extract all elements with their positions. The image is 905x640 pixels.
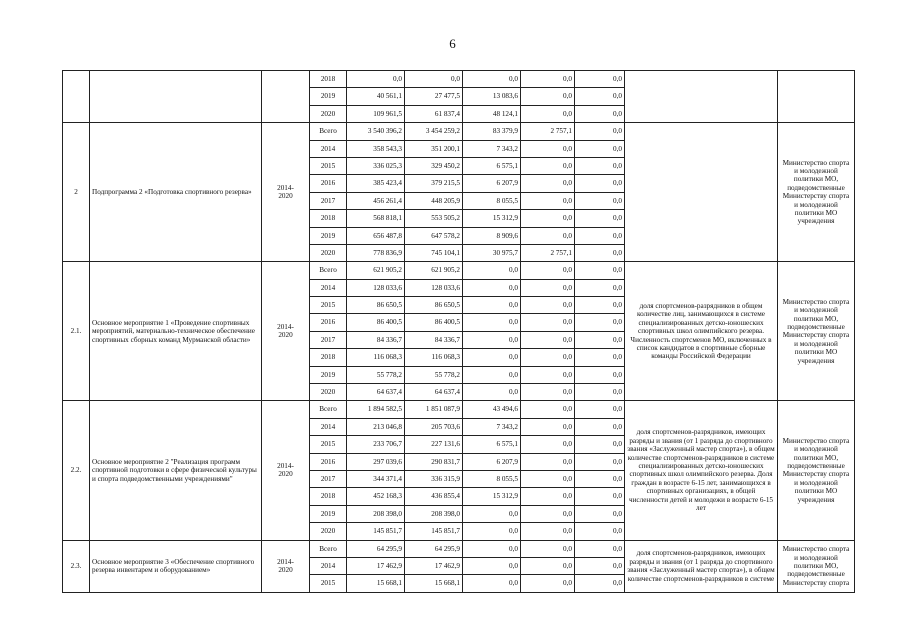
no-cell <box>63 71 90 123</box>
value-cell: 0,0 <box>521 366 575 383</box>
value-cell: 290 831,7 <box>405 453 463 470</box>
period-cell <box>262 71 310 123</box>
value-cell: 0,0 <box>575 140 625 157</box>
value-cell: 0,0 <box>521 297 575 314</box>
value-cell: 2 757,1 <box>521 123 575 140</box>
value-cell: 344 371,4 <box>347 470 405 487</box>
value-cell: 379 215,5 <box>405 175 463 192</box>
value-cell: 0,0 <box>575 123 625 140</box>
value-cell: 17 462,9 <box>405 557 463 574</box>
activity-name-cell: Основное мероприятие 2 "Реализация программ спортивной подготовки в сфере физической культуры и спорта подведомственными учреждениями" <box>90 401 262 540</box>
year-cell: 2014 <box>310 140 347 157</box>
value-cell: 0,0 <box>463 557 521 574</box>
value-cell: 0,0 <box>575 418 625 435</box>
value-cell: 0,0 <box>463 314 521 331</box>
year-cell: 2019 <box>310 227 347 244</box>
value-cell: 0,0 <box>575 71 625 88</box>
value-cell: 0,0 <box>463 262 521 279</box>
value-cell: 0,0 <box>463 523 521 540</box>
year-cell: 2018 <box>310 71 347 88</box>
year-cell: 2015 <box>310 436 347 453</box>
value-cell: 0,0 <box>521 540 575 557</box>
value-cell: 0,0 <box>521 140 575 157</box>
indicator-cell: доля спортсменов-разрядников, имеющих разряды и звания (от 1 разряда до спортивного звания «Заслуженный мастер спорта»), в общем количестве спортсменов-разрядников в системе специализированных детско-юношеских спортивных школ олимпийского резерва. Доля граждан в возрасте 6-15 лет, занимающихся в спортивных организациях, в общей численности детей и молодежи в возрасте 6-15 лет <box>625 401 778 540</box>
value-cell: 0,0 <box>575 401 625 418</box>
year-cell: 2016 <box>310 314 347 331</box>
year-cell: Всего <box>310 123 347 140</box>
value-cell: 86 650,5 <box>405 297 463 314</box>
indicator-cell: доля спортсменов-разрядников в общем количестве лиц, занимающихся в системе специализированных детско-юношеских спортивных школ олимпийского резерва. Численность спортсменов МО, включенных в список кандидатов в спортивные сборные команды Российской Федерации <box>625 262 778 401</box>
value-cell: 0,0 <box>575 366 625 383</box>
value-cell: 385 423,4 <box>347 175 405 192</box>
value-cell: 208 398,0 <box>347 505 405 522</box>
year-cell: 2019 <box>310 366 347 383</box>
indicator-cell <box>625 71 778 123</box>
value-cell: 3 540 396,2 <box>347 123 405 140</box>
value-cell: 647 578,2 <box>405 227 463 244</box>
value-cell: 86 400,5 <box>347 314 405 331</box>
year-cell: 2016 <box>310 453 347 470</box>
value-cell: 116 068,3 <box>347 349 405 366</box>
value-cell: 0,0 <box>575 279 625 296</box>
value-cell: 329 450,2 <box>405 157 463 174</box>
value-cell: 0,0 <box>521 157 575 174</box>
year-cell: 2015 <box>310 157 347 174</box>
year-cell: 2020 <box>310 105 347 122</box>
value-cell: 0,0 <box>575 505 625 522</box>
year-cell: 2018 <box>310 349 347 366</box>
value-cell: 8 055,5 <box>463 192 521 209</box>
value-cell: 0,0 <box>521 279 575 296</box>
value-cell: 0,0 <box>521 314 575 331</box>
value-cell: 0,0 <box>521 557 575 574</box>
value-cell: 0,0 <box>521 331 575 348</box>
value-cell: 0,0 <box>463 366 521 383</box>
value-cell: 0,0 <box>463 331 521 348</box>
value-cell: 0,0 <box>521 71 575 88</box>
value-cell: 15 668,1 <box>347 575 405 592</box>
value-cell: 778 836,9 <box>347 244 405 261</box>
year-cell: 2020 <box>310 523 347 540</box>
executor-cell: Министерство спорта и молодежной политики МО, подведомственные Министерству спорта и молодежной политики МО учреждения <box>778 262 855 401</box>
value-cell: 0,0 <box>521 175 575 192</box>
value-cell: 145 851,7 <box>347 523 405 540</box>
year-cell: 2017 <box>310 470 347 487</box>
value-cell: 358 543,3 <box>347 140 405 157</box>
value-cell: 0,0 <box>575 314 625 331</box>
value-cell: 64 295,9 <box>347 540 405 557</box>
value-cell: 128 033,6 <box>347 279 405 296</box>
value-cell: 0,0 <box>521 384 575 401</box>
value-cell: 0,0 <box>347 71 405 88</box>
value-cell: 0,0 <box>521 192 575 209</box>
value-cell: 0,0 <box>521 349 575 366</box>
value-cell: 0,0 <box>521 227 575 244</box>
value-cell: 0,0 <box>575 436 625 453</box>
value-cell: 0,0 <box>463 505 521 522</box>
value-cell: 0,0 <box>521 575 575 592</box>
value-cell: 40 561,1 <box>347 88 405 105</box>
year-cell: 2020 <box>310 384 347 401</box>
value-cell: 0,0 <box>463 71 521 88</box>
value-cell: 7 343,2 <box>463 418 521 435</box>
year-cell: 2015 <box>310 575 347 592</box>
value-cell: 30 975,7 <box>463 244 521 261</box>
value-cell: 0,0 <box>575 105 625 122</box>
year-cell: 2014 <box>310 279 347 296</box>
value-cell: 55 778,2 <box>405 366 463 383</box>
value-cell: 553 505,2 <box>405 210 463 227</box>
value-cell: 0,0 <box>575 470 625 487</box>
value-cell: 0,0 <box>463 297 521 314</box>
value-cell: 1 851 087,9 <box>405 401 463 418</box>
value-cell: 0,0 <box>463 540 521 557</box>
year-cell: 2018 <box>310 210 347 227</box>
value-cell: 86 400,5 <box>405 314 463 331</box>
value-cell: 0,0 <box>463 384 521 401</box>
value-cell: 6 207,9 <box>463 453 521 470</box>
row-number-cell: 2.2. <box>63 401 90 540</box>
value-cell: 17 462,9 <box>347 557 405 574</box>
table-row <box>63 262 855 279</box>
value-cell: 0,0 <box>521 401 575 418</box>
value-cell: 84 336,7 <box>347 331 405 348</box>
value-cell: 0,0 <box>521 505 575 522</box>
value-cell: 0,0 <box>575 157 625 174</box>
value-cell: 109 961,5 <box>347 105 405 122</box>
activity-name-cell: Основное мероприятие 1 «Проведение спортивных мероприятий, материально-техническое обеспечение спортивных сборных команд Мурманской области» <box>90 262 262 401</box>
value-cell: 0,0 <box>521 436 575 453</box>
value-cell: 116 068,3 <box>405 349 463 366</box>
value-cell: 1 894 582,5 <box>347 401 405 418</box>
value-cell: 621 905,2 <box>405 262 463 279</box>
value-cell: 6 575,1 <box>463 157 521 174</box>
indicator-cell <box>625 123 778 262</box>
value-cell: 0,0 <box>521 210 575 227</box>
value-cell: 7 343,2 <box>463 140 521 157</box>
year-cell: 2018 <box>310 488 347 505</box>
value-cell: 0,0 <box>521 453 575 470</box>
activity-name-cell: Основное мероприятие 3 «Обеспечение спортивного резерва инвентарем и оборудованием» <box>90 540 262 592</box>
value-cell: 745 104,1 <box>405 244 463 261</box>
value-cell: 0,0 <box>575 488 625 505</box>
value-cell: 145 851,7 <box>405 523 463 540</box>
table-row <box>63 123 855 140</box>
value-cell: 0,0 <box>575 175 625 192</box>
value-cell: 0,0 <box>575 244 625 261</box>
value-cell: 6 207,9 <box>463 175 521 192</box>
value-cell: 0,0 <box>575 297 625 314</box>
value-cell: 0,0 <box>521 418 575 435</box>
value-cell: 0,0 <box>405 71 463 88</box>
value-cell: 27 477,5 <box>405 88 463 105</box>
value-cell: 0,0 <box>575 349 625 366</box>
activity-name-cell: Подпрограмма 2 «Подготовка спортивного резерва» <box>90 123 262 262</box>
value-cell: 0,0 <box>575 227 625 244</box>
value-cell: 83 379,9 <box>463 123 521 140</box>
value-cell: 0,0 <box>575 384 625 401</box>
value-cell: 227 131,6 <box>405 436 463 453</box>
value-cell: 8 055,5 <box>463 470 521 487</box>
value-cell: 213 046,8 <box>347 418 405 435</box>
value-cell: 351 200,1 <box>405 140 463 157</box>
year-cell: Всего <box>310 401 347 418</box>
value-cell: 0,0 <box>463 349 521 366</box>
value-cell: 336 315,9 <box>405 470 463 487</box>
table-row <box>63 540 855 557</box>
row-number-cell: 2 <box>63 123 90 262</box>
executor-cell: Министерство спорта и молодежной политики МО, подведомственные Министерству спорта <box>778 540 855 592</box>
value-cell: 205 703,6 <box>405 418 463 435</box>
executor-cell <box>778 71 855 123</box>
value-cell: 0,0 <box>575 88 625 105</box>
value-cell: 0,0 <box>575 575 625 592</box>
value-cell: 0,0 <box>521 523 575 540</box>
value-cell: 15 668,1 <box>405 575 463 592</box>
value-cell: 84 336,7 <box>405 331 463 348</box>
value-cell: 15 312,9 <box>463 210 521 227</box>
value-cell: 656 487,8 <box>347 227 405 244</box>
table-body <box>63 71 855 593</box>
year-cell: 2014 <box>310 418 347 435</box>
executor-cell: Министерство спорта и молодежной политики МО, подведомственные Министерству спорта и молодежной политики МО учреждения <box>778 123 855 262</box>
value-cell: 48 124,1 <box>463 105 521 122</box>
row-number-cell: 2.1. <box>63 262 90 401</box>
year-cell: 2015 <box>310 297 347 314</box>
name-cell <box>90 71 262 123</box>
value-cell: 297 039,6 <box>347 453 405 470</box>
value-cell: 43 494,6 <box>463 401 521 418</box>
value-cell: 0,0 <box>463 575 521 592</box>
value-cell: 0,0 <box>521 262 575 279</box>
value-cell: 0,0 <box>521 88 575 105</box>
value-cell: 336 025,3 <box>347 157 405 174</box>
value-cell: 208 398,0 <box>405 505 463 522</box>
value-cell: 6 575,1 <box>463 436 521 453</box>
period-cell: 2014- 2020 <box>262 401 310 540</box>
value-cell: 61 837,4 <box>405 105 463 122</box>
value-cell: 64 637,4 <box>405 384 463 401</box>
value-cell: 8 909,6 <box>463 227 521 244</box>
value-cell: 86 650,5 <box>347 297 405 314</box>
value-cell: 0,0 <box>575 453 625 470</box>
value-cell: 15 312,9 <box>463 488 521 505</box>
row-number-cell: 2.3. <box>63 540 90 592</box>
value-cell: 568 818,1 <box>347 210 405 227</box>
value-cell: 2 757,1 <box>521 244 575 261</box>
year-cell: 2014 <box>310 557 347 574</box>
value-cell: 0,0 <box>575 331 625 348</box>
period-cell: 2014- 2020 <box>262 262 310 401</box>
executor-cell: Министерство спорта и молодежной политики МО, подведомственные Министерству спорта и молодежной политики МО учреждения <box>778 401 855 540</box>
value-cell: 64 295,9 <box>405 540 463 557</box>
value-cell: 0,0 <box>575 523 625 540</box>
value-cell: 436 855,4 <box>405 488 463 505</box>
indicator-cell: доля спортсменов-разрядников, имеющих разряды и звания (от 1 разряда до спортивного звания «Заслуженный мастер спорта»), в общем количестве спортсменов-разрядников в системе <box>625 540 778 592</box>
year-cell: 2020 <box>310 244 347 261</box>
value-cell: 0,0 <box>575 540 625 557</box>
value-cell: 128 033,6 <box>405 279 463 296</box>
year-cell: 2017 <box>310 331 347 348</box>
value-cell: 448 205,9 <box>405 192 463 209</box>
value-cell: 0,0 <box>575 557 625 574</box>
year-cell: 2016 <box>310 175 347 192</box>
budget-table <box>62 70 855 593</box>
value-cell: 233 706,7 <box>347 436 405 453</box>
year-cell: 2017 <box>310 192 347 209</box>
value-cell: 55 778,2 <box>347 366 405 383</box>
page-number: 6 <box>449 36 456 51</box>
period-cell: 2014- 2020 <box>262 540 310 592</box>
table-row <box>63 401 855 418</box>
year-cell: Всего <box>310 262 347 279</box>
value-cell: 621 905,2 <box>347 262 405 279</box>
value-cell: 0,0 <box>575 262 625 279</box>
value-cell: 0,0 <box>575 192 625 209</box>
year-cell: Всего <box>310 540 347 557</box>
year-cell: 2019 <box>310 505 347 522</box>
value-cell: 0,0 <box>521 105 575 122</box>
value-cell: 3 454 259,2 <box>405 123 463 140</box>
year-cell: 2019 <box>310 88 347 105</box>
value-cell: 0,0 <box>463 279 521 296</box>
value-cell: 64 637,4 <box>347 384 405 401</box>
value-cell: 0,0 <box>575 210 625 227</box>
value-cell: 452 168,3 <box>347 488 405 505</box>
value-cell: 0,0 <box>521 488 575 505</box>
value-cell: 0,0 <box>521 470 575 487</box>
table-row <box>63 71 855 88</box>
value-cell: 456 261,4 <box>347 192 405 209</box>
period-cell: 2014- 2020 <box>262 123 310 262</box>
value-cell: 13 083,6 <box>463 88 521 105</box>
